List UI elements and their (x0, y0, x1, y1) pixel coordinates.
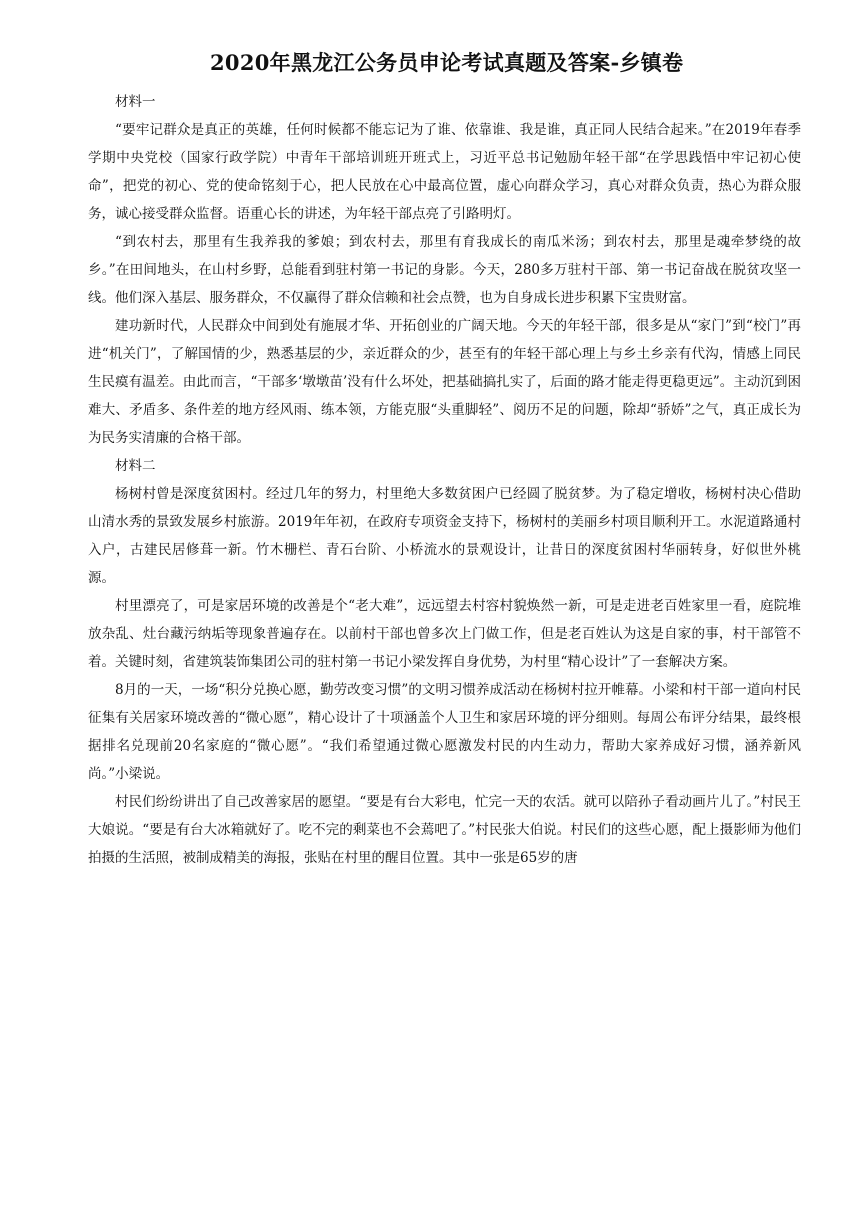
section-material-two (88, 452, 801, 872)
paragraph: 8月的一天，一场“积分兑换心愿，勤劳改变习惯”的文明习惯养成活动在杨树村拉开帷幕。小梁和村干部一道向村民征集有关居家环境改善的“微心愿”，精心设计了十项涵盖个人卫生和家居环境的评分细则。每周公布评分结果，最终根据排名兑现前20名家庭的“微心愿”。“我们希望通过微心愿激发村民的内生动力，帮助大家养成好习惯，涵养新风尚。”小梁说。 (88, 682, 801, 782)
document-title: 2020年黑龙江公务员申论考试真题及答案-乡镇卷 (210, 50, 684, 75)
paragraph: 村民们纷纷讲出了自己改善家居的愿望。“要是有台大彩电，忙完一天的农活。就可以陪孙子看动画片儿了。”村民王大娘说。“要是有台大冰箱就好了。吃不完的剩菜也不会蔫吧了。”村民张大伯说。村民们的这些心愿，配上摄影师为他们拍摄的生活照，被制成精美的海报，张贴在村里的醒目位置。其中一张是65岁的唐 (88, 794, 801, 866)
section-heading: 材料二 (115, 458, 156, 474)
paragraph: 杨树村曾是深度贫困村。经过几年的努力，村里绝大多数贫困户已经圆了脱贫梦。为了稳定增收，杨树村决心借助山清水秀的景致发展乡村旅游。2019年年初，在政府专项资金支持下，杨树村的美丽乡村项目顺利开工。水泥道路通村入户，古建民居修葺一新。竹木栅栏、青石台阶、小桥流水的景观设计，让昔日的深度贫困村华丽转身，好似世外桃源。 (88, 486, 801, 586)
paragraph: 村里漂亮了，可是家居环境的改善是个“老大难”，远远望去村容村貌焕然一新，可是走进老百姓家里一看，庭院堆放杂乱、灶台藏污纳垢等现象普遍存在。以前村干部也曾多次上门做工作，但是老百姓认为这是自家的事，村干部管不着。关键时刻，省建筑装饰集团公司的驻村第一书记小梁发挥自身优势，为村里“精心设计”了一套解决方案。 (88, 598, 801, 670)
section-material-one (88, 88, 801, 452)
document-page (88, 48, 801, 872)
paragraph: “到农村去，那里有生我养我的爹娘；到农村去，那里有育我成长的南瓜米汤；到农村去，那里是魂牵梦绕的故乡。”在田间地头，在山村乡野，总能看到驻村第一书记的身影。今天，280多万驻村干部、第一书记奋战在脱贫攻坚一线。他们深入基层、服务群众，不仅赢得了群众信赖和社会点赞，也为自身成长进步积累下宝贵财富。 (88, 234, 801, 306)
paragraph: 建功新时代，人民群众中间到处有施展才华、开拓创业的广阔天地。今天的年轻干部，很多是从“家门”到“校门”再进“机关门”，了解国情的少，熟悉基层的少，亲近群众的少，甚至有的年轻干部心理上与乡土乡亲有代沟，情感上同民生民瘼有温差。由此而言，“干部多‘墩墩苗’没有什么坏处，把基础搞扎实了，后面的路才能走得更稳更远”。主动沉到困难大、矛盾多、条件差的地方经风雨、练本领，方能克服“头重脚轻”、阅历不足的问题，除却“骄娇”之气，真正成长为为民务实清廉的合格干部。 (88, 318, 801, 446)
paragraph: “要牢记群众是真正的英雄，任何时候都不能忘记为了谁、依靠谁、我是谁，真正同人民结合起来。”在2019年春季学期中央党校（国家行政学院）中青年干部培训班开班式上，习近平总书记勉励年轻干部“在学思践悟中牢记初心使命”，把党的初心、党的使命铭刻于心，把人民放在心中最高位置，虚心向群众学习，真心对群众负责，热心为群众服务，诚心接受群众监督。语重心长的讲述，为年轻干部点亮了引路明灯。 (88, 122, 801, 222)
section-heading: 材料一 (115, 94, 156, 110)
